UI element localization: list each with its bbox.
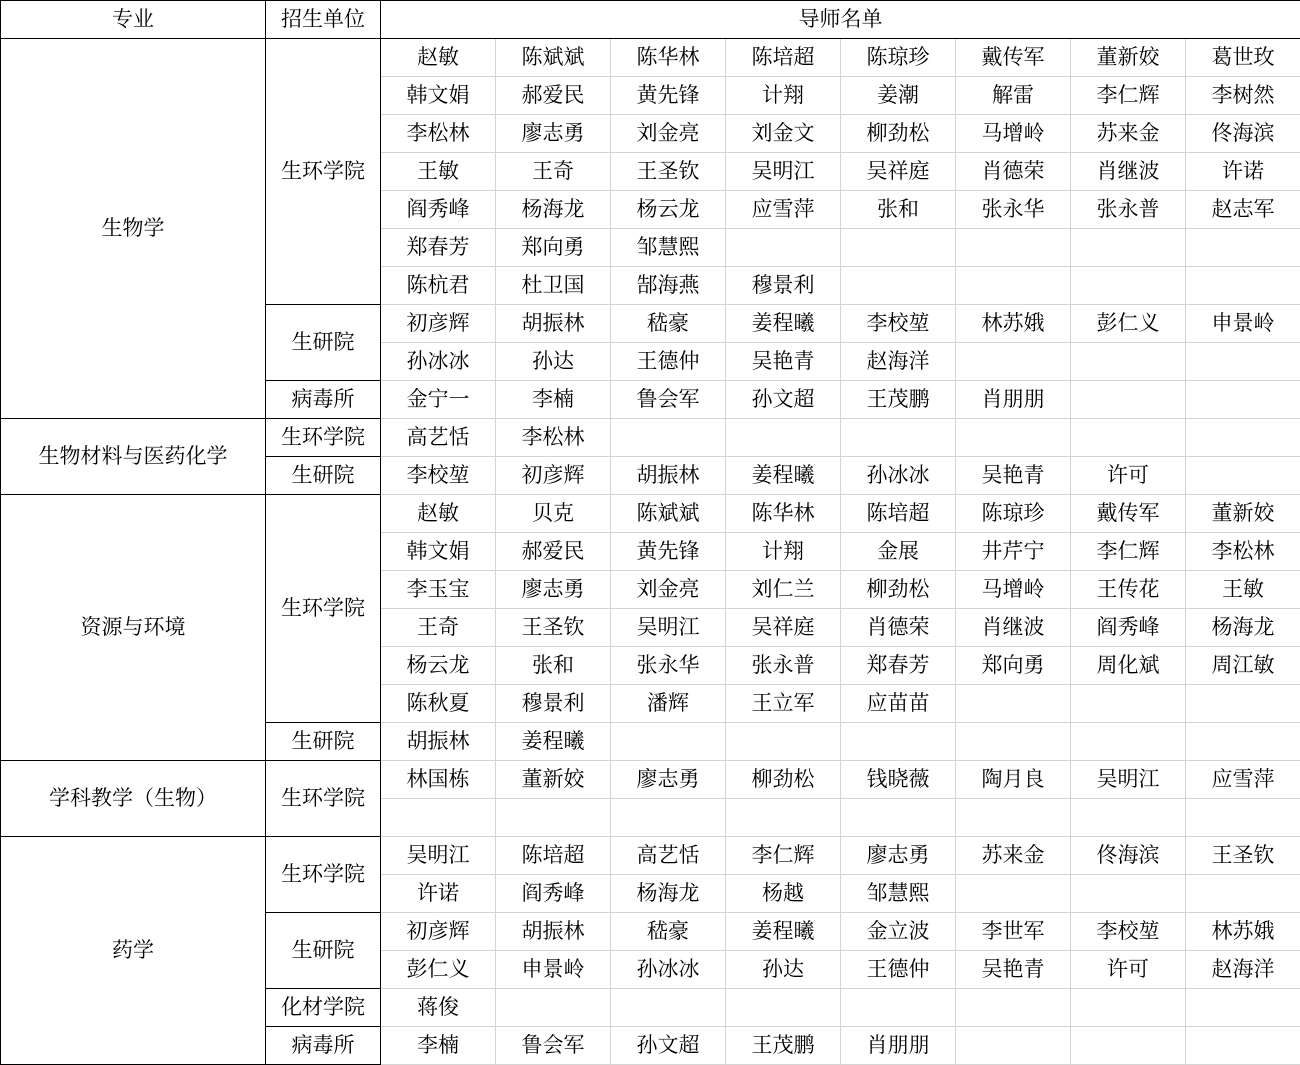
mentor-name-cell: 赵志军 xyxy=(1186,191,1300,229)
mentor-name-cell: 李树然 xyxy=(1186,77,1300,115)
mentor-name-cell xyxy=(1186,457,1300,495)
mentor-name-cell: 李校堃 xyxy=(381,457,496,495)
unit-cell: 生研院 xyxy=(266,305,381,381)
mentor-name-cell xyxy=(1071,267,1186,305)
table-row xyxy=(1,495,1300,533)
mentor-name-cell: 阎秀峰 xyxy=(1071,609,1186,647)
mentor-name-cell xyxy=(1071,419,1186,457)
mentor-name-cell xyxy=(841,229,956,267)
mentor-name-cell: 钱晓薇 xyxy=(841,761,956,799)
unit-cell: 生研院 xyxy=(266,913,381,989)
mentor-name-cell xyxy=(1071,875,1186,913)
mentor-name-cell: 陈秋夏 xyxy=(381,685,496,723)
mentor-name-cell: 鲁会军 xyxy=(611,381,726,419)
mentor-name-cell xyxy=(956,723,1071,761)
mentor-name-cell xyxy=(1186,1027,1300,1065)
mentor-name-cell: 初彦辉 xyxy=(381,913,496,951)
mentor-name-cell: 张和 xyxy=(841,191,956,229)
mentor-name-cell xyxy=(1186,989,1300,1027)
mentor-name-cell: 姜程曦 xyxy=(726,457,841,495)
mentor-name-cell: 姜程曦 xyxy=(726,305,841,343)
mentor-name-cell: 董新姣 xyxy=(1186,495,1300,533)
mentor-name-cell: 高艺恬 xyxy=(381,419,496,457)
mentor-name-cell: 胡振林 xyxy=(611,457,726,495)
mentor-name-cell: 杨云龙 xyxy=(611,191,726,229)
unit-cell: 生研院 xyxy=(266,457,381,495)
mentor-name-cell xyxy=(611,723,726,761)
mentor-name-cell xyxy=(1186,799,1300,837)
mentor-name-cell xyxy=(841,989,956,1027)
mentor-name-cell: 陈斌斌 xyxy=(611,495,726,533)
mentor-name-cell xyxy=(496,799,611,837)
mentor-name-cell: 刘仁兰 xyxy=(726,571,841,609)
mentor-name-cell xyxy=(611,419,726,457)
mentor-name-cell xyxy=(1186,343,1300,381)
mentor-name-cell: 许诺 xyxy=(381,875,496,913)
mentor-name-cell: 王敏 xyxy=(381,153,496,191)
mentor-name-cell: 佟海滨 xyxy=(1186,115,1300,153)
mentor-name-cell: 王圣钦 xyxy=(496,609,611,647)
mentor-name-cell: 佟海滨 xyxy=(1071,837,1186,875)
mentor-name-cell: 杨海龙 xyxy=(611,875,726,913)
mentor-name-cell: 吴艳青 xyxy=(726,343,841,381)
mentor-name-cell: 吴艳青 xyxy=(956,457,1071,495)
mentor-name-cell: 李松林 xyxy=(381,115,496,153)
mentor-name-cell xyxy=(381,799,496,837)
mentor-name-cell: 郜海燕 xyxy=(611,267,726,305)
mentor-name-cell: 鲁会军 xyxy=(496,1027,611,1065)
mentor-name-cell xyxy=(956,343,1071,381)
mentor-name-cell xyxy=(1186,875,1300,913)
mentor-name-cell xyxy=(1071,799,1186,837)
mentor-name-cell xyxy=(841,267,956,305)
mentor-name-cell xyxy=(726,229,841,267)
mentor-name-cell: 戴传军 xyxy=(956,39,1071,77)
mentor-name-cell: 邹慧熙 xyxy=(611,229,726,267)
header-mentors: 导师名单 xyxy=(381,1,1300,39)
mentor-name-cell: 廖志勇 xyxy=(611,761,726,799)
mentor-name-cell: 肖德荣 xyxy=(956,153,1071,191)
mentor-name-cell: 应雪萍 xyxy=(1186,761,1300,799)
mentor-name-cell: 嵇豪 xyxy=(611,305,726,343)
mentor-name-cell: 李玉宝 xyxy=(381,571,496,609)
mentor-name-cell: 陈琼珍 xyxy=(841,39,956,77)
mentor-name-cell xyxy=(726,989,841,1027)
mentor-name-cell: 胡振林 xyxy=(496,305,611,343)
table-row xyxy=(1,39,1300,77)
mentor-name-cell: 计翔 xyxy=(726,533,841,571)
mentor-name-cell: 李松林 xyxy=(496,419,611,457)
unit-cell: 病毒所 xyxy=(266,1027,381,1065)
mentor-name-cell: 吴明江 xyxy=(381,837,496,875)
mentor-name-cell: 彭仁义 xyxy=(381,951,496,989)
mentor-name-cell: 廖志勇 xyxy=(496,115,611,153)
mentor-name-cell: 陈培超 xyxy=(726,39,841,77)
mentor-name-cell: 潘辉 xyxy=(611,685,726,723)
mentor-name-cell: 张永普 xyxy=(726,647,841,685)
mentor-name-cell: 金展 xyxy=(841,533,956,571)
mentor-name-cell: 郑向勇 xyxy=(496,229,611,267)
mentor-name-cell: 郑向勇 xyxy=(956,647,1071,685)
mentor-name-cell: 王茂鹏 xyxy=(726,1027,841,1065)
mentor-name-cell: 李楠 xyxy=(496,381,611,419)
unit-cell: 生环学院 xyxy=(266,837,381,913)
mentor-name-cell: 孙达 xyxy=(496,343,611,381)
mentor-name-cell: 孙冰冰 xyxy=(841,457,956,495)
mentor-name-cell: 柳劲松 xyxy=(726,761,841,799)
mentor-name-cell: 穆景利 xyxy=(726,267,841,305)
mentor-name-cell xyxy=(1186,381,1300,419)
mentor-name-cell: 林苏娥 xyxy=(1186,913,1300,951)
mentor-name-cell: 吴艳青 xyxy=(956,951,1071,989)
mentor-name-cell xyxy=(1186,419,1300,457)
mentor-name-cell: 王德仲 xyxy=(841,951,956,989)
mentor-name-cell xyxy=(1186,229,1300,267)
mentor-name-cell: 陈华林 xyxy=(611,39,726,77)
mentor-name-cell: 胡振林 xyxy=(496,913,611,951)
mentor-name-cell: 姜潮 xyxy=(841,77,956,115)
mentor-name-cell xyxy=(1186,685,1300,723)
unit-cell: 生环学院 xyxy=(266,39,381,305)
mentor-name-cell: 计翔 xyxy=(726,77,841,115)
mentor-name-cell: 戴传军 xyxy=(1071,495,1186,533)
mentor-name-cell xyxy=(1071,229,1186,267)
mentor-name-cell xyxy=(956,685,1071,723)
mentor-name-cell: 高艺恬 xyxy=(611,837,726,875)
unit-cell: 生环学院 xyxy=(266,495,381,723)
mentor-name-cell: 姜程曦 xyxy=(726,913,841,951)
mentor-name-cell xyxy=(1071,723,1186,761)
mentor-name-cell: 孙冰冰 xyxy=(611,951,726,989)
mentor-name-cell: 陈琼珍 xyxy=(956,495,1071,533)
mentor-name-cell: 王立军 xyxy=(726,685,841,723)
mentor-name-cell: 赵海洋 xyxy=(841,343,956,381)
mentor-name-cell: 陈杭君 xyxy=(381,267,496,305)
mentor-name-cell: 肖继波 xyxy=(956,609,1071,647)
mentor-name-cell xyxy=(841,419,956,457)
mentor-name-cell: 李世军 xyxy=(956,913,1071,951)
mentor-name-cell xyxy=(1071,1027,1186,1065)
mentor-name-cell: 彭仁义 xyxy=(1071,305,1186,343)
mentor-name-cell xyxy=(956,799,1071,837)
mentor-name-cell xyxy=(956,229,1071,267)
mentor-name-cell: 陈斌斌 xyxy=(496,39,611,77)
mentor-name-cell: 吴明江 xyxy=(611,609,726,647)
mentor-name-cell xyxy=(1186,723,1300,761)
mentor-name-cell xyxy=(1071,685,1186,723)
mentor-name-cell: 王圣钦 xyxy=(611,153,726,191)
mentor-name-cell: 贝克 xyxy=(496,495,611,533)
mentor-name-cell: 金宁一 xyxy=(381,381,496,419)
mentor-name-cell: 董新姣 xyxy=(1071,39,1186,77)
mentor-name-cell: 黄先锋 xyxy=(611,533,726,571)
mentor-name-cell: 周江敏 xyxy=(1186,647,1300,685)
mentor-name-cell xyxy=(726,799,841,837)
mentor-name-cell: 申景岭 xyxy=(496,951,611,989)
mentor-name-cell: 应苗苗 xyxy=(841,685,956,723)
mentor-name-cell: 王茂鹏 xyxy=(841,381,956,419)
mentor-name-cell: 王奇 xyxy=(496,153,611,191)
mentor-name-cell: 林苏娥 xyxy=(956,305,1071,343)
mentor-name-cell: 黄先锋 xyxy=(611,77,726,115)
mentor-name-cell: 王传花 xyxy=(1071,571,1186,609)
mentor-name-cell: 郝爱民 xyxy=(496,533,611,571)
major-cell: 资源与环境 xyxy=(1,495,266,761)
table-row xyxy=(1,761,1300,799)
unit-cell: 化材学院 xyxy=(266,989,381,1027)
mentor-name-cell: 肖继波 xyxy=(1071,153,1186,191)
unit-cell: 生研院 xyxy=(266,723,381,761)
mentor-name-cell: 郝爱民 xyxy=(496,77,611,115)
unit-cell: 生环学院 xyxy=(266,761,381,837)
mentor-name-cell: 阎秀峰 xyxy=(496,875,611,913)
mentor-name-cell: 姜程曦 xyxy=(496,723,611,761)
mentor-name-cell: 王德仲 xyxy=(611,343,726,381)
mentor-name-cell: 陈培超 xyxy=(496,837,611,875)
mentor-name-cell xyxy=(841,723,956,761)
mentor-name-cell: 马增岭 xyxy=(956,571,1071,609)
mentor-name-cell: 张永华 xyxy=(611,647,726,685)
mentor-name-cell xyxy=(1071,989,1186,1027)
mentor-name-cell: 孙文超 xyxy=(726,381,841,419)
mentor-name-cell: 应雪萍 xyxy=(726,191,841,229)
mentor-name-cell: 赵海洋 xyxy=(1186,951,1300,989)
mentor-name-cell: 吴明江 xyxy=(1071,761,1186,799)
table-row xyxy=(1,419,1300,457)
mentor-name-cell: 刘金文 xyxy=(726,115,841,153)
mentor-name-cell: 井芹宁 xyxy=(956,533,1071,571)
mentor-name-cell: 吴明江 xyxy=(726,153,841,191)
mentor-name-cell xyxy=(1186,267,1300,305)
mentor-name-cell xyxy=(726,723,841,761)
mentor-name-cell: 张永普 xyxy=(1071,191,1186,229)
mentor-name-cell xyxy=(496,989,611,1027)
mentor-name-cell: 苏来金 xyxy=(956,837,1071,875)
mentor-name-cell: 陈培超 xyxy=(841,495,956,533)
mentor-name-cell xyxy=(611,799,726,837)
mentor-name-cell: 嵇豪 xyxy=(611,913,726,951)
mentor-name-cell: 刘金亮 xyxy=(611,115,726,153)
mentor-name-cell xyxy=(1071,343,1186,381)
mentor-name-cell: 杨越 xyxy=(726,875,841,913)
mentor-name-cell: 李校堃 xyxy=(1071,913,1186,951)
mentor-name-cell: 初彦辉 xyxy=(496,457,611,495)
major-cell: 学科教学（生物） xyxy=(1,761,266,837)
mentor-name-cell xyxy=(956,989,1071,1027)
mentor-name-cell xyxy=(611,989,726,1027)
mentor-name-cell: 韩文娟 xyxy=(381,533,496,571)
mentor-name-cell: 蒋俊 xyxy=(381,989,496,1027)
mentor-name-cell: 郑春芳 xyxy=(841,647,956,685)
unit-cell: 生环学院 xyxy=(266,419,381,457)
mentor-name-cell: 张永华 xyxy=(956,191,1071,229)
mentor-name-cell: 许诺 xyxy=(1186,153,1300,191)
mentor-name-cell xyxy=(956,419,1071,457)
mentor-name-cell: 陶月良 xyxy=(956,761,1071,799)
mentor-name-cell: 杨海龙 xyxy=(1186,609,1300,647)
mentor-name-cell: 廖志勇 xyxy=(496,571,611,609)
mentor-name-cell: 初彦辉 xyxy=(381,305,496,343)
mentor-name-cell: 刘金亮 xyxy=(611,571,726,609)
major-cell: 生物学 xyxy=(1,39,266,419)
mentor-name-cell: 林国栋 xyxy=(381,761,496,799)
mentor-name-cell: 孙达 xyxy=(726,951,841,989)
mentor-name-cell: 柳劲松 xyxy=(841,115,956,153)
mentor-name-cell xyxy=(841,799,956,837)
mentor-name-cell: 李松林 xyxy=(1186,533,1300,571)
mentor-name-cell xyxy=(956,267,1071,305)
mentor-name-cell: 李楠 xyxy=(381,1027,496,1065)
mentor-name-cell: 李仁辉 xyxy=(1071,77,1186,115)
mentor-name-cell: 杜卫国 xyxy=(496,267,611,305)
mentor-name-cell: 肖朋朋 xyxy=(956,381,1071,419)
mentor-name-cell: 邹慧熙 xyxy=(841,875,956,913)
mentor-name-cell: 胡振林 xyxy=(381,723,496,761)
mentor-name-cell: 杨云龙 xyxy=(381,647,496,685)
mentor-name-cell: 李仁辉 xyxy=(726,837,841,875)
mentor-name-cell: 马增岭 xyxy=(956,115,1071,153)
mentor-name-cell xyxy=(956,875,1071,913)
mentor-name-cell: 王敏 xyxy=(1186,571,1300,609)
mentor-name-cell: 金立波 xyxy=(841,913,956,951)
unit-cell: 病毒所 xyxy=(266,381,381,419)
mentor-name-cell: 葛世玫 xyxy=(1186,39,1300,77)
mentor-name-cell: 王圣钦 xyxy=(1186,837,1300,875)
mentor-name-cell: 解雷 xyxy=(956,77,1071,115)
mentor-name-cell: 董新姣 xyxy=(496,761,611,799)
mentor-name-cell: 李校堃 xyxy=(841,305,956,343)
mentor-name-cell: 韩文娟 xyxy=(381,77,496,115)
mentor-name-cell: 陈华林 xyxy=(726,495,841,533)
mentor-name-cell: 张和 xyxy=(496,647,611,685)
mentor-name-cell xyxy=(956,1027,1071,1065)
mentor-name-cell: 阎秀峰 xyxy=(381,191,496,229)
mentor-name-cell xyxy=(726,419,841,457)
mentor-name-cell: 赵敏 xyxy=(381,495,496,533)
mentor-name-cell: 许可 xyxy=(1071,951,1186,989)
mentor-name-cell: 吴祥庭 xyxy=(726,609,841,647)
header-row xyxy=(1,1,1300,39)
major-cell: 药学 xyxy=(1,837,266,1065)
mentor-name-cell: 孙文超 xyxy=(611,1027,726,1065)
mentor-name-cell: 杨海龙 xyxy=(496,191,611,229)
major-cell: 生物材料与医药化学 xyxy=(1,419,266,495)
mentor-name-cell: 王奇 xyxy=(381,609,496,647)
mentor-name-cell: 李仁辉 xyxy=(1071,533,1186,571)
mentor-name-cell: 柳劲松 xyxy=(841,571,956,609)
header-unit: 招生单位 xyxy=(266,1,381,39)
mentor-name-cell: 郑春芳 xyxy=(381,229,496,267)
mentor-name-cell xyxy=(1071,381,1186,419)
mentor-name-cell: 周化斌 xyxy=(1071,647,1186,685)
mentor-name-cell: 苏来金 xyxy=(1071,115,1186,153)
mentor-name-cell: 穆景利 xyxy=(496,685,611,723)
mentor-name-cell: 廖志勇 xyxy=(841,837,956,875)
mentor-name-cell: 肖朋朋 xyxy=(841,1027,956,1065)
mentor-name-cell: 吴祥庭 xyxy=(841,153,956,191)
mentor-name-cell: 肖德荣 xyxy=(841,609,956,647)
table-row xyxy=(1,837,1300,875)
mentor-name-cell: 孙冰冰 xyxy=(381,343,496,381)
mentor-name-cell: 许可 xyxy=(1071,457,1186,495)
mentor-name-cell: 赵敏 xyxy=(381,39,496,77)
mentor-name-cell: 申景岭 xyxy=(1186,305,1300,343)
header-major: 专业 xyxy=(1,1,266,39)
